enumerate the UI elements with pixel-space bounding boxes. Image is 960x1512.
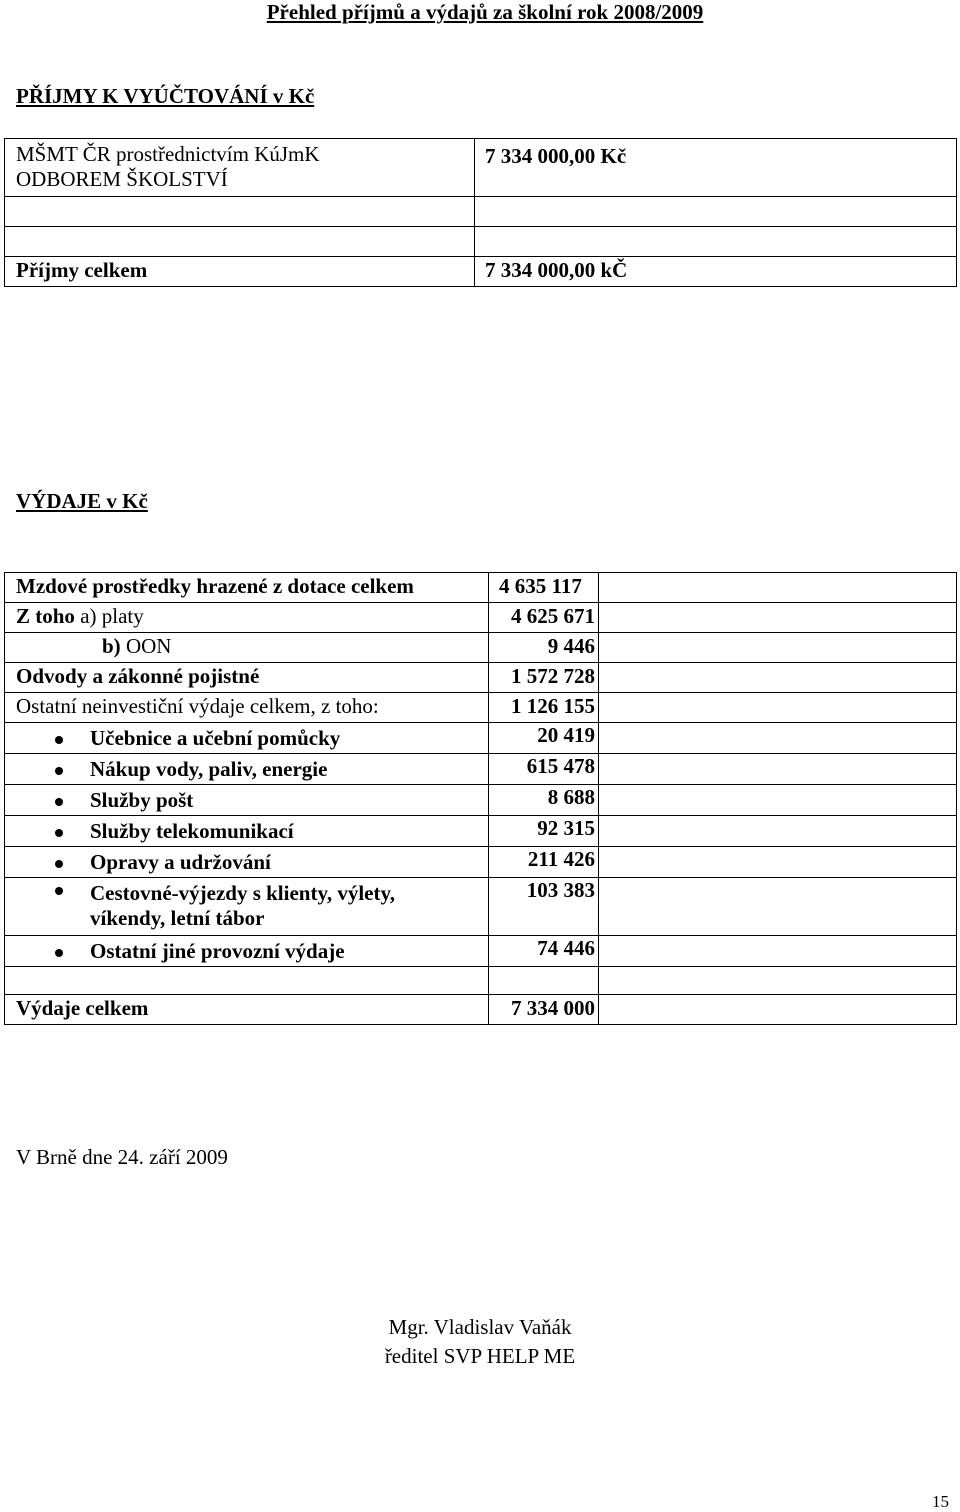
expense-label: Mzdové prostředky hrazené z dotace celkem <box>5 573 489 603</box>
table-row <box>5 878 957 936</box>
table-row <box>5 847 957 878</box>
table-row <box>5 785 957 816</box>
bullet-icon <box>55 736 63 744</box>
expense-item: Ostatní jiné provozní výdaje <box>5 936 489 967</box>
expenses-total-value: 7 334 000 <box>489 995 599 1025</box>
expense-item: Cestovné-výjezdy s klienty, výlety, víkendy, letní tábor <box>5 878 489 936</box>
page-title: Přehled příjmů a výdajů za školní rok 2008/2009 <box>266 0 704 24</box>
expense-value: 74 446 <box>489 936 599 967</box>
expense-item: Opravy a udržování <box>5 847 489 878</box>
expenses-total-row <box>5 995 957 1025</box>
bullet-icon <box>55 829 63 837</box>
bullet-icon <box>55 798 63 806</box>
expense-value: 92 315 <box>489 816 599 847</box>
expense-label: Ostatní neinvestiční výdaje celkem, z toho: <box>5 693 489 723</box>
expense-value: 1 572 728 <box>489 663 599 693</box>
income-total-row <box>5 257 957 287</box>
bullet-icon <box>55 887 63 895</box>
income-source-cell: MŠMT ČR prostřednictvím KúJmK ODBOREM ŠKOLSTVÍ <box>5 139 475 197</box>
income-total-value: 7 334 000,00 kČ <box>475 257 957 287</box>
table-row <box>5 633 957 663</box>
expenses-heading: VÝDAJE v Kč <box>16 489 148 513</box>
expense-value: 4 635 117 <box>489 573 599 603</box>
bullet-icon <box>55 949 63 957</box>
table-row <box>5 723 957 754</box>
table-row <box>5 227 957 257</box>
expense-value: 615 478 <box>489 754 599 785</box>
expense-item: Služby telekomunikací <box>5 816 489 847</box>
table-row <box>5 816 957 847</box>
income-table <box>4 138 957 287</box>
expense-value: 8 688 <box>489 785 599 816</box>
expenses-table <box>4 572 957 1025</box>
expense-item: Učebnice a učební pomůcky <box>5 723 489 754</box>
table-row <box>5 573 957 603</box>
signer-role: ředitel SVP HELP ME <box>384 1344 576 1368</box>
income-source-value: 7 334 000,00 Kč <box>475 139 957 197</box>
expense-label: Odvody a zákonné pojistné <box>5 663 489 693</box>
expense-value: 4 625 671 <box>489 603 599 633</box>
expense-value: 211 426 <box>489 847 599 878</box>
expense-item: Nákup vody, paliv, energie <box>5 754 489 785</box>
expense-value: 1 126 155 <box>489 693 599 723</box>
bullet-icon <box>55 767 63 775</box>
table-row <box>5 663 957 693</box>
expense-label: Z toho a) platy <box>5 603 489 633</box>
expense-value: 9 446 <box>489 633 599 663</box>
expense-item: Služby pošt <box>5 785 489 816</box>
bullet-icon <box>55 860 63 868</box>
expense-value: 103 383 <box>489 878 599 936</box>
signer-name: Mgr. Vladislav Vaňák <box>388 1315 572 1339</box>
table-row <box>5 967 957 995</box>
income-heading: PŘÍJMY K VYÚČTOVÁNÍ v Kč <box>16 84 315 108</box>
table-row <box>5 197 957 227</box>
expense-label: b) OON <box>5 633 489 663</box>
place-date: V Brně dne 24. září 2009 <box>16 1145 228 1169</box>
table-row <box>5 693 957 723</box>
table-row <box>5 754 957 785</box>
expenses-total-label: Výdaje celkem <box>5 995 489 1025</box>
income-total-label: Příjmy celkem <box>5 257 475 287</box>
table-row <box>5 139 957 197</box>
expense-value: 20 419 <box>489 723 599 754</box>
page-number: 15 <box>932 1492 949 1511</box>
table-row <box>5 936 957 967</box>
table-row <box>5 603 957 633</box>
